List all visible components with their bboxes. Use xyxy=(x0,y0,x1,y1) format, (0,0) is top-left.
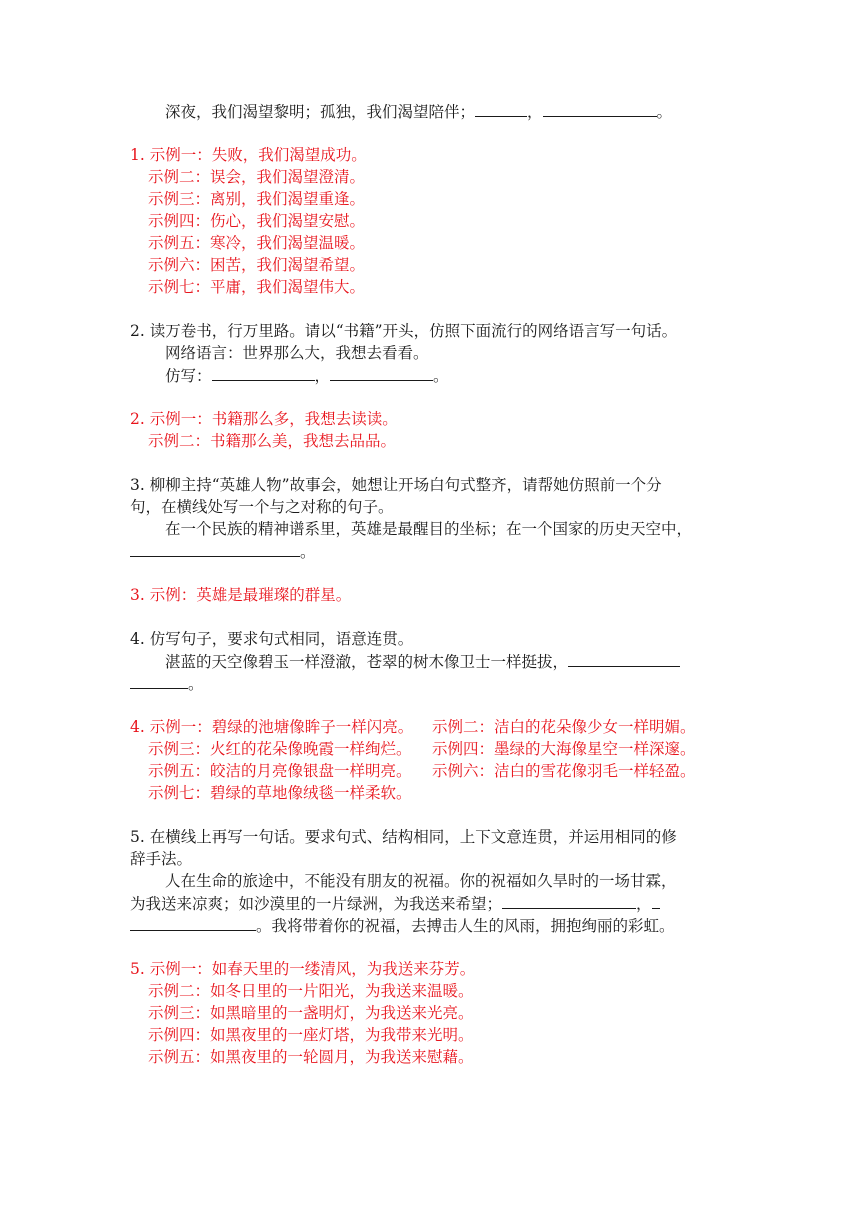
answer-item: 示例二：书籍那么美，我想去品品。 xyxy=(148,432,397,450)
answer-blank xyxy=(502,892,636,909)
question-stem: 4. 仿写句子，要求句式相同，语意连贯。 xyxy=(130,630,414,648)
intro-sentence: 深夜，我们渴望黎明；孤独，我们渴望陪伴； ， 。 xyxy=(130,100,730,122)
answer-item: 示例四：伤心，我们渴望安慰。 xyxy=(148,212,366,230)
answer-item: 示例四：如黑夜里的一座灯塔，为我带来光明。 xyxy=(148,1026,474,1044)
answer-blank xyxy=(568,650,680,667)
question-5: 5. 在横线上再写一句话。要求句式、结构相同，上下文意连贯，并运用相同的修 辞手法。 人在生命的旅途中，不能没有朋友的祝福。你的祝福如久旱时的一场甘霖， 为我送来凉爽；如沙漠里的一片绿洲，为我送来希望； ， 。我将带着你的祝福，去搏击人生的风雨，拥抱绚丽的彩虹。 xyxy=(130,828,677,935)
answer-blank xyxy=(130,672,188,689)
answer-item: 示例七：碧绿的草地像绒毯一样柔软。 xyxy=(148,784,412,802)
answer-blank xyxy=(212,364,315,381)
question-stem: 5. 在横线上再写一句话。要求句式、结构相同，上下文意连贯，并运用相同的修 xyxy=(130,828,677,846)
document-page xyxy=(130,100,730,1068)
question-stem: 句，在横线处写一个与之对称的句子。 xyxy=(130,498,394,516)
answer-blank xyxy=(130,914,256,931)
answer-item: 示例一：碧绿的池塘像眸子一样闪亮。 xyxy=(149,718,414,736)
answer-1: 1. 示例一：失败，我们渴望成功。 示例二：误会，我们渴望澄清。 示例三：离别，我们渴望重逢。 示例四：伤心，我们渴望安慰。 示例五：寒冷，我们渴望温暖。 示例六：困苦，我们渴望希望。 示例七：平庸，我们渴望伟大。 xyxy=(130,146,367,296)
answer-blank xyxy=(475,100,527,117)
answer-item: 示例五：皎洁的月亮像银盘一样明亮。 xyxy=(148,762,412,780)
answer-item: 示例六：洁白的雪花像羽毛一样轻盈。 xyxy=(432,762,696,780)
answer-blank xyxy=(543,100,657,117)
example-text: 为我送来凉爽；如沙漠里的一片绿洲，为我送来希望； xyxy=(130,895,503,913)
question-stem: 辞手法。 xyxy=(130,850,193,868)
answer-item: 示例一：如春天里的一缕清风，为我送来芬芳。 xyxy=(149,960,476,978)
answer-item: 示例一：书籍那么多，我想去读读。 xyxy=(149,410,398,428)
example-text: 人在生命的旅途中，不能没有朋友的祝福。你的祝福如久旱时的一场甘霖， xyxy=(165,872,677,890)
example-text: 湛蓝的天空像碧玉一样澄澈，苍翠的树木像卫士一样挺拔， xyxy=(165,653,569,671)
answer-item: 示例三：离别，我们渴望重逢。 xyxy=(148,190,366,208)
question-2: 2. 读万卷书，行万里路。请以“书籍”开头，仿照下面流行的网络语言写一句话。 网络语言：世界那么大，我想去看看。 仿写： ， 。 xyxy=(130,322,678,385)
answer-item: 示例七：平庸，我们渴望伟大。 xyxy=(148,278,366,296)
question-4: 4. 仿写句子，要求句式相同，语意连贯。 湛蓝的天空像碧玉一样澄澈，苍翠的树木像卫士一样挺拔， 。 xyxy=(130,628,730,694)
answer-item: 示例六：困苦，我们渴望希望。 xyxy=(148,256,366,274)
answer-item: 示例五：如黑夜里的一轮圆月，为我送来慰藉。 xyxy=(148,1048,474,1066)
answer-2: 2. 示例一：书籍那么多，我想去读读。 示例二：书籍那么美，我想去品品。 xyxy=(130,410,398,450)
answer-blank xyxy=(330,364,433,381)
answer-item: 示例三：火红的花朵像晚霞一样绚烂。 xyxy=(148,740,412,758)
answer-item: 示例三：如黑暗里的一盏明灯，为我送来光亮。 xyxy=(148,1004,474,1022)
answer-4: 4. 示例一：碧绿的池塘像眸子一样闪亮。 示例二：洁白的花朵像少女一样明媚。 示例三：火红的花朵像晚霞一样绚烂。 示例四：墨绿的大海像星空一样深邃。 示例五：皎洁的月亮像银盘一样明亮。 示例六：洁白的雪花像羽毛一样轻盈。 示例七：碧绿的草地像绒毯一样柔软。 xyxy=(130,718,696,802)
question-stem: 2. 读万卷书，行万里路。请以“书籍”开头，仿照下面流行的网络语言写一句话。 xyxy=(130,322,678,340)
answer-5: 5. 示例一：如春天里的一缕清风，为我送来芬芳。 示例二：如冬日里的一片阳光，为我送来温暖。 示例三：如黑暗里的一盏明灯，为我送来光亮。 示例四：如黑夜里的一座灯塔，为我带来光明。 示例五：如黑夜里的一轮圆月，为我送来慰藉。 xyxy=(130,960,476,1066)
answer-item: 示例二：洁白的花朵像少女一样明媚。 xyxy=(432,718,696,736)
answer-item: 示例二：如冬日里的一片阳光，为我送来温暖。 xyxy=(148,982,474,1000)
answer-item: 示例一：失败，我们渴望成功。 xyxy=(149,146,367,164)
example-text: 。我将带着你的祝福，去搏击人生的风雨，拥抱绚丽的彩虹。 xyxy=(256,917,675,935)
answer-3 xyxy=(130,584,730,606)
example-text: 网络语言：世界那么大，我想去看看。 xyxy=(165,344,429,362)
answer-blank xyxy=(652,892,660,909)
answer-item: 3. 示例：英雄是最璀璨的群星。 xyxy=(130,586,352,604)
answer-item: 示例五：寒冷，我们渴望温暖。 xyxy=(148,234,366,252)
answer-item: 示例四：墨绿的大海像星空一样深邃。 xyxy=(432,740,696,758)
question-stem: 3. 柳柳主持“英雄人物”故事会，她想让开场白句式整齐，请帮她仿照前一个分 xyxy=(130,476,662,494)
answer-item: 示例二：误会，我们渴望澄清。 xyxy=(148,168,366,186)
intro-text: 深夜，我们渴望黎明；孤独，我们渴望陪伴； xyxy=(165,103,476,121)
example-text: 在一个民族的精神谱系里，英雄是最醒目的坐标；在一个国家的历史天空中， xyxy=(165,520,693,538)
answer-blank xyxy=(130,540,300,557)
question-3: 3. 柳柳主持“英雄人物”故事会，她想让开场白句式整齐，请帮她仿照前一个分 句，在横线处写一个与之对称的句子。 在一个民族的精神谱系里，英雄是最醒目的坐标；在一个国家的历史天空中， 。 xyxy=(130,476,693,561)
